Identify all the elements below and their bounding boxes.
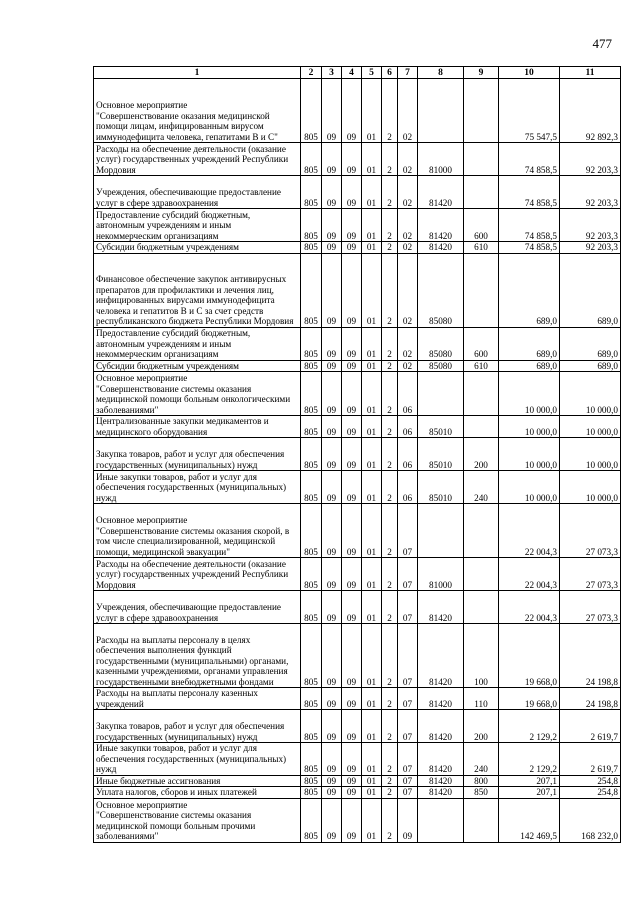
table-cell: 200 (464, 710, 499, 743)
column-header: 10 (499, 67, 560, 79)
table-cell: 2 619,7 (560, 710, 621, 743)
table-row (94, 253, 621, 327)
table-cell: 85010 (418, 438, 464, 471)
table-cell: 06 (398, 438, 418, 471)
table-cell: 805 (301, 79, 322, 143)
table-cell: 09 (342, 253, 362, 327)
table-cell: 07 (398, 787, 418, 799)
table-cell: 200 (464, 438, 499, 471)
table-cell: 09 (342, 438, 362, 471)
table-cell: 81420 (418, 775, 464, 787)
table-cell: 09 (342, 591, 362, 624)
table-cell: 09 (342, 416, 362, 438)
table-cell: 09 (342, 176, 362, 209)
table-cell: 01 (362, 558, 382, 591)
table-cell: 09 (322, 143, 342, 176)
table-cell: 09 (322, 360, 342, 372)
table-cell: 01 (362, 688, 382, 710)
table-cell: 06 (398, 471, 418, 504)
table-body (94, 79, 621, 843)
table-cell: 09 (322, 242, 342, 254)
table-cell: 2 (382, 624, 398, 688)
table-row (94, 558, 621, 591)
table-cell: 02 (398, 176, 418, 209)
table-cell: 09 (322, 209, 342, 242)
column-header: 3 (322, 67, 342, 79)
row-description: Субсидии бюджетным учреждениям (94, 242, 301, 254)
table-cell: 92 203,3 (560, 209, 621, 242)
column-header: 6 (382, 67, 398, 79)
row-description: Предоставление субсидий бюджетным, автономным учреждениям и иным некоммерческим организациям (94, 209, 301, 242)
table-cell: 850 (464, 787, 499, 799)
table-cell: 689,0 (499, 360, 560, 372)
table-cell: 09 (342, 624, 362, 688)
table-row (94, 438, 621, 471)
table-cell: 10 000,0 (499, 416, 560, 438)
table-cell: 2 (382, 143, 398, 176)
table-row (94, 416, 621, 438)
table-cell: 01 (362, 253, 382, 327)
table-cell: 09 (322, 504, 342, 558)
row-description: Основное мероприятие "Совершенствование системы оказания медицинской помощи больным онкологическими заболеваниями" (94, 372, 301, 416)
table-cell: 09 (342, 327, 362, 360)
table-cell: 2 619,7 (560, 743, 621, 776)
table-cell: 09 (322, 176, 342, 209)
table-cell: 19 668,0 (499, 688, 560, 710)
table-cell: 09 (342, 143, 362, 176)
row-description: Расходы на выплаты персоналу казенных учреждений (94, 688, 301, 710)
budget-table (93, 66, 621, 843)
table-cell: 805 (301, 176, 322, 209)
table-row (94, 798, 621, 842)
table-cell: 75 547,5 (499, 79, 560, 143)
table-cell: 10 000,0 (560, 471, 621, 504)
table-cell: 09 (342, 471, 362, 504)
table-cell (418, 798, 464, 842)
table-cell: 02 (398, 360, 418, 372)
row-description: Уплата налогов, сборов и иных платежей (94, 787, 301, 799)
table-cell: 92 203,3 (560, 143, 621, 176)
table-cell: 805 (301, 438, 322, 471)
table-cell: 19 668,0 (499, 624, 560, 688)
table-cell: 06 (398, 416, 418, 438)
table-row (94, 372, 621, 416)
table-row (94, 327, 621, 360)
table-cell: 01 (362, 710, 382, 743)
table-cell: 805 (301, 242, 322, 254)
table-cell: 805 (301, 558, 322, 591)
row-description: Учреждения, обеспечивающие предоставление услуг в сфере здравоохранения (94, 176, 301, 209)
table-cell: 74 858,5 (499, 143, 560, 176)
table-cell: 09 (322, 79, 342, 143)
table-cell: 09 (398, 798, 418, 842)
table-cell: 10 000,0 (499, 372, 560, 416)
row-description: Закупка товаров, работ и услуг для обеспечения государственных (муниципальных) нужд (94, 710, 301, 743)
table-cell: 09 (322, 743, 342, 776)
table-cell: 01 (362, 504, 382, 558)
table-cell: 27 073,3 (560, 504, 621, 558)
row-description: Расходы на обеспечение деятельности (оказание услуг) государственных учреждений Республики Мордовия (94, 143, 301, 176)
table-cell (464, 504, 499, 558)
row-description: Иные закупки товаров, работ и услуг для обеспечения государственных (муниципальных) нужд (94, 471, 301, 504)
table-cell: 2 (382, 775, 398, 787)
table-cell: 02 (398, 79, 418, 143)
table-cell: 07 (398, 710, 418, 743)
table-cell: 09 (322, 624, 342, 688)
table-cell (418, 372, 464, 416)
table-cell: 09 (322, 558, 342, 591)
table-cell (464, 372, 499, 416)
table-cell: 01 (362, 591, 382, 624)
table-cell: 09 (322, 775, 342, 787)
table-cell: 689,0 (560, 327, 621, 360)
table-row (94, 787, 621, 799)
table-cell: 81420 (418, 624, 464, 688)
table-cell: 01 (362, 775, 382, 787)
table-cell: 81420 (418, 787, 464, 799)
table-cell: 2 (382, 591, 398, 624)
table-cell: 01 (362, 416, 382, 438)
table-cell: 689,0 (499, 253, 560, 327)
table-cell: 2 (382, 176, 398, 209)
table-cell: 01 (362, 242, 382, 254)
table-row (94, 624, 621, 688)
table-cell: 805 (301, 688, 322, 710)
table-cell: 2 (382, 242, 398, 254)
table-cell: 74 858,5 (499, 176, 560, 209)
row-description: Иные закупки товаров, работ и услуг для обеспечения государственных (муниципальных) нужд (94, 743, 301, 776)
table-cell: 09 (342, 798, 362, 842)
column-header: 1 (94, 67, 301, 79)
table-cell (464, 558, 499, 591)
table-cell: 01 (362, 798, 382, 842)
table-row (94, 743, 621, 776)
table-cell: 85010 (418, 471, 464, 504)
table-row (94, 176, 621, 209)
table-cell: 07 (398, 624, 418, 688)
table-cell: 689,0 (499, 327, 560, 360)
table-cell: 01 (362, 176, 382, 209)
table-cell: 805 (301, 416, 322, 438)
row-description: Расходы на обеспечение деятельности (оказание услуг) государственных учреждений Республики Мордовия (94, 558, 301, 591)
table-cell: 09 (322, 710, 342, 743)
table-row (94, 471, 621, 504)
table-cell: 805 (301, 710, 322, 743)
table-cell: 92 203,3 (560, 176, 621, 209)
table-cell: 805 (301, 253, 322, 327)
column-header: 8 (418, 67, 464, 79)
table-cell: 09 (342, 558, 362, 591)
table-cell: 07 (398, 775, 418, 787)
table-cell (464, 253, 499, 327)
table-cell: 27 073,3 (560, 591, 621, 624)
table-cell: 01 (362, 787, 382, 799)
table-row (94, 591, 621, 624)
table-cell: 805 (301, 504, 322, 558)
column-header: 11 (560, 67, 621, 79)
table-cell: 07 (398, 743, 418, 776)
table-cell (418, 79, 464, 143)
table-cell: 81420 (418, 743, 464, 776)
table-cell: 2 (382, 327, 398, 360)
table-cell: 207,1 (499, 775, 560, 787)
table-cell: 805 (301, 372, 322, 416)
table-row (94, 710, 621, 743)
row-description: Основное мероприятие "Совершенствование системы оказания скорой, в том числе специализированной, медицинской помощи, медицинской эвакуации" (94, 504, 301, 558)
table-cell: 02 (398, 242, 418, 254)
table-cell: 81420 (418, 242, 464, 254)
table-row (94, 242, 621, 254)
table-cell: 805 (301, 591, 322, 624)
table-cell: 805 (301, 798, 322, 842)
table-cell: 610 (464, 360, 499, 372)
table-cell: 2 (382, 416, 398, 438)
table-cell: 2 (382, 253, 398, 327)
table-cell: 74 858,5 (499, 242, 560, 254)
table-cell: 254,8 (560, 787, 621, 799)
table-cell: 06 (398, 372, 418, 416)
table-cell (464, 798, 499, 842)
table-cell: 01 (362, 471, 382, 504)
table-cell: 2 (382, 504, 398, 558)
table-cell: 2 (382, 558, 398, 591)
table-row (94, 79, 621, 143)
table-cell: 81000 (418, 143, 464, 176)
table-cell: 07 (398, 504, 418, 558)
table-cell: 10 000,0 (499, 471, 560, 504)
row-description: Основное мероприятие "Совершенствование оказания медицинской помощи лицам, инфицированным вирусом иммунодефицита человека, гепатитами В и С" (94, 79, 301, 143)
table-cell: 01 (362, 143, 382, 176)
table-row (94, 504, 621, 558)
table-cell (464, 143, 499, 176)
table-cell: 09 (342, 372, 362, 416)
table-cell: 689,0 (560, 360, 621, 372)
table-cell: 07 (398, 591, 418, 624)
table-cell: 600 (464, 327, 499, 360)
table-cell: 85080 (418, 327, 464, 360)
table-cell: 600 (464, 209, 499, 242)
table-cell: 110 (464, 688, 499, 710)
table-cell: 09 (322, 591, 342, 624)
table-cell: 02 (398, 327, 418, 360)
table-cell: 01 (362, 624, 382, 688)
column-header: 9 (464, 67, 499, 79)
table-cell: 01 (362, 209, 382, 242)
table-cell: 805 (301, 787, 322, 799)
table-cell: 09 (322, 471, 342, 504)
table-cell: 81420 (418, 710, 464, 743)
table-cell: 01 (362, 327, 382, 360)
table-cell: 01 (362, 360, 382, 372)
table-cell: 610 (464, 242, 499, 254)
table-cell: 85010 (418, 416, 464, 438)
table-cell: 09 (342, 775, 362, 787)
table-cell: 2 (382, 209, 398, 242)
column-header: 5 (362, 67, 382, 79)
table-cell: 24 198,8 (560, 624, 621, 688)
table-cell: 805 (301, 327, 322, 360)
table-cell: 01 (362, 79, 382, 143)
table-cell: 09 (342, 79, 362, 143)
table-cell: 09 (342, 504, 362, 558)
row-description: Закупка товаров, работ и услуг для обеспечения государственных (муниципальных) нужд (94, 438, 301, 471)
row-description: Централизованные закупки медикаментов и медицинского оборудования (94, 416, 301, 438)
table-cell: 74 858,5 (499, 209, 560, 242)
table-cell: 09 (342, 209, 362, 242)
table-cell: 800 (464, 775, 499, 787)
table-cell: 07 (398, 688, 418, 710)
table-cell: 10 000,0 (560, 372, 621, 416)
table-cell: 2 (382, 360, 398, 372)
table-cell (464, 176, 499, 209)
table-cell: 805 (301, 471, 322, 504)
table-cell: 254,8 (560, 775, 621, 787)
table-cell: 2 (382, 79, 398, 143)
row-description: Субсидии бюджетным учреждениям (94, 360, 301, 372)
table-cell: 2 (382, 798, 398, 842)
table-row (94, 360, 621, 372)
table-row (94, 143, 621, 176)
table-cell (418, 504, 464, 558)
table-cell: 240 (464, 743, 499, 776)
table-cell: 09 (322, 372, 342, 416)
table-cell: 2 129,2 (499, 710, 560, 743)
table-cell: 07 (398, 558, 418, 591)
table-cell: 09 (342, 360, 362, 372)
table-cell: 805 (301, 360, 322, 372)
column-header: 2 (301, 67, 322, 79)
table-cell: 09 (322, 253, 342, 327)
table-row (94, 209, 621, 242)
table-cell: 2 (382, 688, 398, 710)
table-cell: 142 469,5 (499, 798, 560, 842)
table-cell: 2 129,2 (499, 743, 560, 776)
table-cell: 09 (322, 438, 342, 471)
column-header: 7 (398, 67, 418, 79)
table-cell: 09 (342, 743, 362, 776)
table-row (94, 688, 621, 710)
table-cell: 10 000,0 (560, 438, 621, 471)
table-cell: 81420 (418, 209, 464, 242)
table-cell: 2 (382, 743, 398, 776)
table-cell: 02 (398, 209, 418, 242)
page-number: 477 (592, 36, 612, 51)
row-description: Иные бюджетные ассигнования (94, 775, 301, 787)
table-cell: 2 (382, 372, 398, 416)
table-cell: 207,1 (499, 787, 560, 799)
table-row (94, 775, 621, 787)
table-cell: 09 (322, 688, 342, 710)
table-cell (464, 591, 499, 624)
table-cell: 689,0 (560, 253, 621, 327)
table-cell: 2 (382, 787, 398, 799)
table-cell: 22 004,3 (499, 558, 560, 591)
table-cell: 805 (301, 743, 322, 776)
table-cell (464, 79, 499, 143)
table-cell: 81420 (418, 176, 464, 209)
table-cell: 01 (362, 438, 382, 471)
table-cell: 92 203,3 (560, 242, 621, 254)
table-cell: 10 000,0 (499, 438, 560, 471)
table-cell: 100 (464, 624, 499, 688)
table-cell: 81420 (418, 591, 464, 624)
table-cell: 81420 (418, 688, 464, 710)
table-cell: 27 073,3 (560, 558, 621, 591)
table-cell: 22 004,3 (499, 591, 560, 624)
table-cell: 09 (322, 798, 342, 842)
table-cell: 240 (464, 471, 499, 504)
row-description: Расходы на выплаты персоналу в целях обеспечения выполнения функций государственными (муниципальными) органами, казенными учреждениями, органами управления государственными внебюджетными фондами (94, 624, 301, 688)
table-cell: 2 (382, 438, 398, 471)
table-cell: 09 (342, 710, 362, 743)
table-cell: 85080 (418, 253, 464, 327)
column-header: 4 (342, 67, 362, 79)
table-cell: 805 (301, 209, 322, 242)
table-cell: 85080 (418, 360, 464, 372)
row-description: Учреждения, обеспечивающие предоставление услуг в сфере здравоохранения (94, 591, 301, 624)
table-cell: 805 (301, 624, 322, 688)
table-cell: 81000 (418, 558, 464, 591)
table-cell: 01 (362, 743, 382, 776)
table-cell: 2 (382, 471, 398, 504)
table-cell: 805 (301, 143, 322, 176)
table-cell: 24 198,8 (560, 688, 621, 710)
table-cell: 02 (398, 143, 418, 176)
table-header-row (94, 67, 621, 79)
table-cell: 09 (342, 787, 362, 799)
row-description: Финансовое обеспечение закупок антивирусных препаратов для профилактики и лечения лиц, инфицированных вирусами иммунодефицита человека и гепатитов В и С за счет средств республиканского бюджета Республики Мордовия (94, 253, 301, 327)
row-description: Основное мероприятие "Совершенствование системы оказания медицинской помощи больным прочими заболеваниями" (94, 798, 301, 842)
table-cell: 09 (322, 416, 342, 438)
table-cell: 09 (342, 688, 362, 710)
table-cell: 02 (398, 253, 418, 327)
table-cell: 2 (382, 710, 398, 743)
table-cell: 22 004,3 (499, 504, 560, 558)
table-cell: 09 (322, 327, 342, 360)
table-cell: 168 232,0 (560, 798, 621, 842)
table-cell (464, 416, 499, 438)
row-description: Предоставление субсидий бюджетным, автономным учреждениям и иным некоммерческим организациям (94, 327, 301, 360)
table-cell: 09 (322, 787, 342, 799)
table-cell: 01 (362, 372, 382, 416)
table-cell: 10 000,0 (560, 416, 621, 438)
table-cell: 09 (342, 242, 362, 254)
table-cell: 805 (301, 775, 322, 787)
table-cell: 92 892,3 (560, 79, 621, 143)
